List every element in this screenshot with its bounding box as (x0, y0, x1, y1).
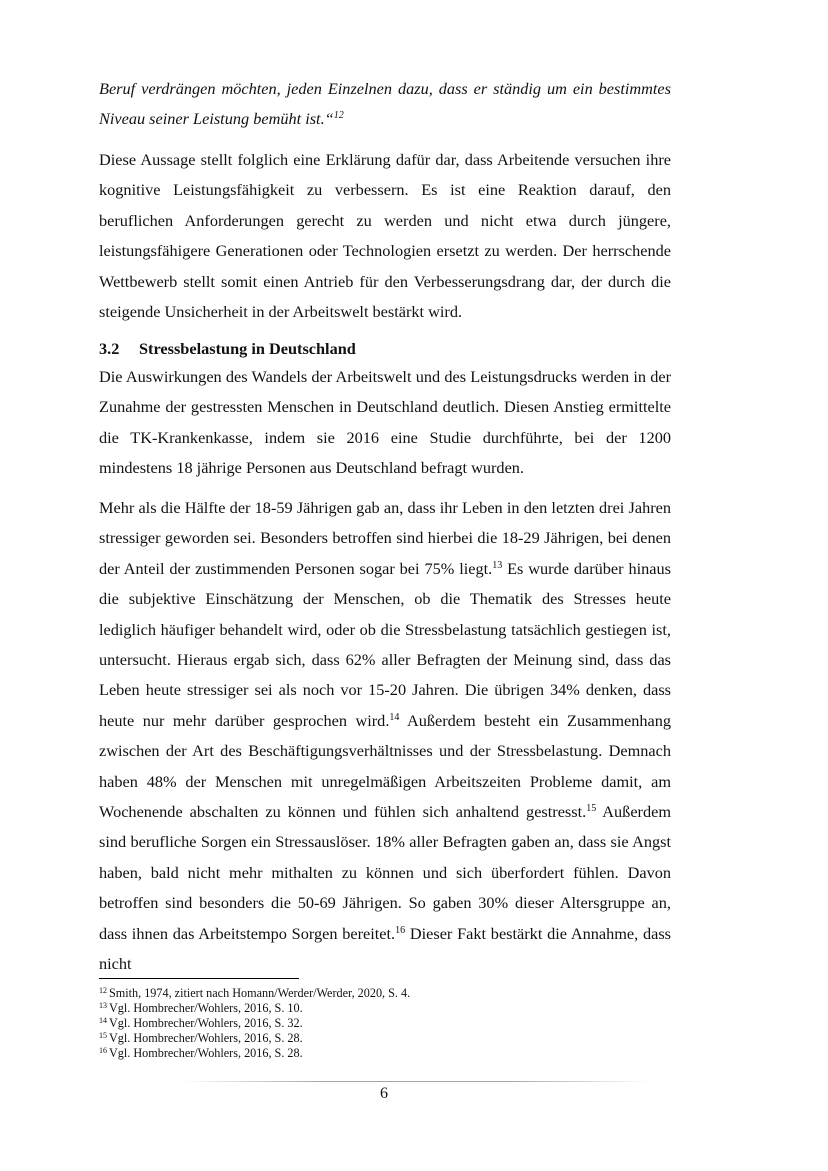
paragraph-3-part-4: Außerdem sind berufliche Sorgen ein Stressauslöser. 18% aller Befragten gaben an, dass sie Angst haben, bald nicht mehr mithalten zu können und sich überfordert fühlen. Davon betroffen sind besonders die 50-69 Jährigen. So gaben 30% dieser Altersgruppe an, dass ihnen das Arbeitstempo Sorgen bereitet. (99, 802, 672, 943)
footer-divider (180, 1081, 650, 1082)
section-title: Stressbelastung in Deutschland (139, 339, 356, 358)
footnote-item (99, 1016, 659, 1031)
footnote-ref-13: 13 (492, 559, 503, 571)
footnote-ref-15: 15 (586, 803, 597, 815)
footnote-item (99, 1031, 659, 1046)
paragraph-3 (99, 493, 671, 980)
paragraph-3-part-3: Außerdem besteht ein Zusammenhang zwischen der Art des Beschäftigungsverhältnisses und der Stressbelastung. Demnach haben 48% der Menschen mit unregelmäßigen Arbeitszeiten Probleme damit, am Wochenende abschalten zu können und fühlen sich anhaltend gestresst. (99, 710, 671, 822)
paragraph-3-part-5: Dieser Fakt bestärkt die Annahme, dass nicht (99, 923, 671, 974)
section-number: 3.2 (99, 339, 120, 358)
footnote-ref-14: 14 (389, 711, 400, 723)
paragraph-2: Die Auswirkungen des Wandels der Arbeitswelt und des Leistungsdrucks werden in der Zunahme der gestressten Menschen in Deutschland deutlich. Diesen Anstieg ermittelte die TK-Krankenkasse, indem sie 2016 eine Studie durchführte, bei der 1200 mindestens 18 jährige Personen aus Deutschland befragt wurden. (99, 367, 671, 478)
footnote-number: 16 (99, 1046, 107, 1055)
footnote-number: 14 (99, 1016, 107, 1025)
footnote-ref-16: 16 (395, 924, 406, 936)
quote-text: Beruf verdrängen möchten, jeden Einzelnen dazu, dass er ständig um ein bestimmtes Niveau seiner Leistung bemüht ist.“ (99, 79, 671, 129)
footnote-divider (99, 978, 299, 979)
footnote-text: Vgl. Hombrecher/Wohlers, 2016, S. 32. (109, 1016, 303, 1030)
footnote-list (99, 986, 659, 1061)
footnote-number: 13 (99, 1001, 107, 1010)
page-number: 6 (380, 1085, 388, 1102)
paragraph-3-part-1: Mehr als die Hälfte der 18-59 Jährigen gab an, dass ihr Leben in den letzten drei Jahren stressiger geworden sei. Besonders betroffen sind hierbei die 18-29 Jährigen, bei denen der Anteil der zustimmenden Personen sogar bei 75% liegt. (99, 498, 671, 578)
block-quote (99, 74, 671, 135)
footnote-item (99, 986, 659, 1001)
footnote-text: Vgl. Hombrecher/Wohlers, 2016, S. 28. (109, 1046, 303, 1060)
paragraph-1: Diese Aussage stellt folglich eine Erklärung dafür dar, dass Arbeitende versuchen ihre kognitive Leistungsfähigkeit zu verbessern. Es ist eine Reaktion darauf, den beruflichen Anforderungen gerecht zu werden und nicht etwa durch jüngere, leistungsfähigere Generationen oder Technologien ersetzt zu werden. Der herrschende Wettbewerb stellt somit einen Antrieb für den Verbesserungsdrang dar, der durch die steigende Unsicherheit in der Arbeitswelt bestärkt wird. (99, 150, 671, 322)
footnote-text: Vgl. Hombrecher/Wohlers, 2016, S. 28. (109, 1031, 303, 1045)
footnote-text: Vgl. Hombrecher/Wohlers, 2016, S. 10. (109, 1001, 303, 1015)
footnote-item (99, 1001, 659, 1016)
paragraph-3-part-2: Es wurde darüber hinaus die subjektive Einschätzung der Menschen, ob die Thematik des Stresses heute lediglich häufiger behandelt wird, oder ob die Stressbelastung tatsächlich gestiegen ist, untersucht. Hieraus ergab sich, dass 62% aller Befragten der Meinung sind, dass das Leben heute stressiger sei als noch vor 15-20 Jahren. Die übrigen 34% denken, dass heute nur mehr darüber gesprochen wird. (99, 558, 671, 730)
footnote-number: 12 (99, 986, 107, 995)
footnote-item (99, 1046, 659, 1061)
footnote-text: Smith, 1974, zitiert nach Homann/Werder/Werder, 2020, S. 4. (109, 986, 411, 1000)
section-heading (99, 337, 356, 361)
footnote-ref-12: 12 (333, 110, 344, 122)
footnote-number: 15 (99, 1031, 107, 1040)
